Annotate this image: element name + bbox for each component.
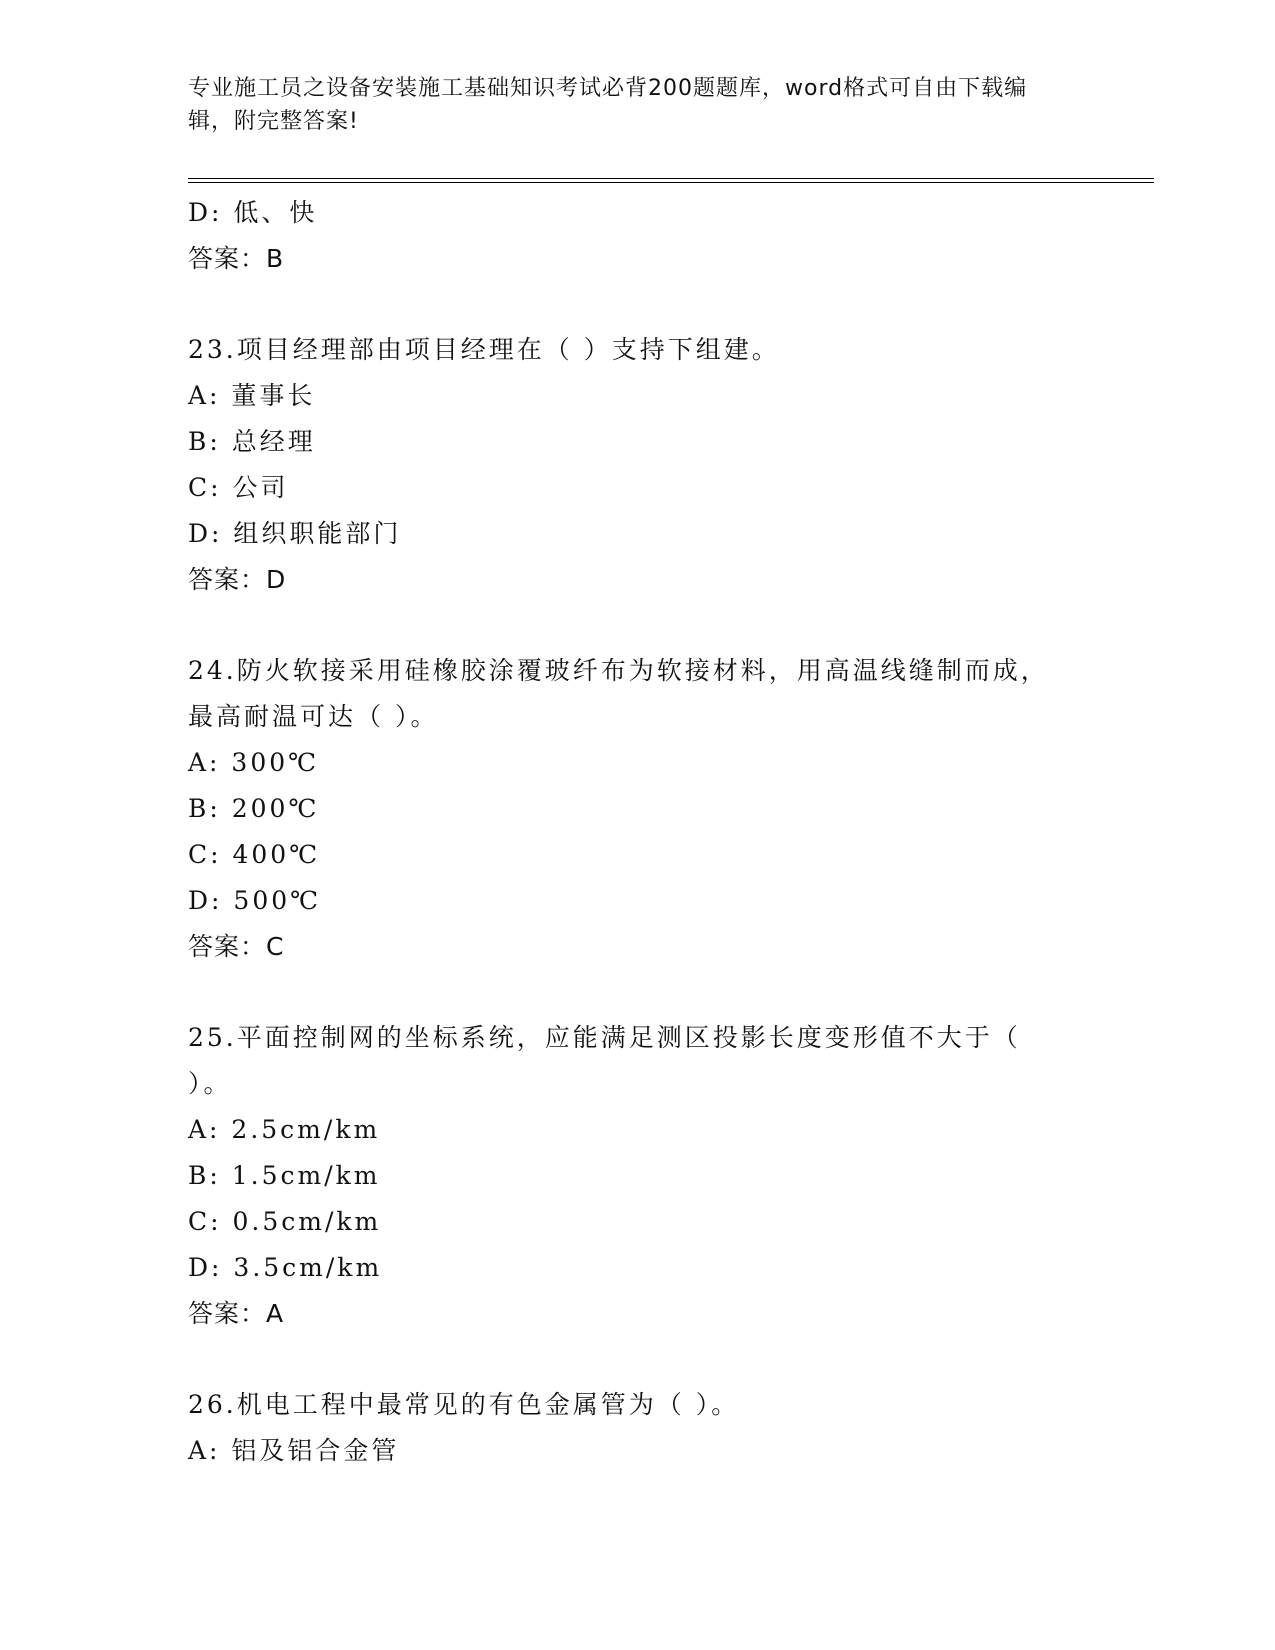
prev-option-d: D: 低、快 — [188, 198, 318, 227]
option-a: A: 300℃ — [188, 748, 320, 777]
option-d: D: 3.5cm/km — [188, 1253, 383, 1282]
question-26 — [188, 1382, 1068, 1474]
answer: 答案：C — [188, 932, 285, 961]
spacer — [188, 1337, 1068, 1382]
answer: 答案：D — [188, 565, 287, 594]
document-header — [188, 72, 1068, 138]
question-stem: 23.项目经理部由项目经理在（ ）支持下组建。 — [188, 335, 780, 364]
option-a: A: 铝及铝合金管 — [188, 1436, 400, 1465]
spacer — [188, 603, 1068, 648]
question-stem-line-1: 25.平面控制网的坐标系统，应能满足测区投影长度变形值不大于（ — [188, 1023, 1021, 1052]
option-b: B: 1.5cm/km — [188, 1161, 381, 1190]
question-24 — [188, 648, 1068, 970]
question-stem-line-1: 24.防火软接采用硅橡胶涂覆玻纤布为软接材料，用高温线缝制而成， — [188, 656, 1049, 685]
question-stem-line-2: ）。 — [188, 1069, 232, 1098]
option-c: C: 0.5cm/km — [188, 1207, 382, 1236]
header-rule-bottom — [188, 182, 1154, 183]
option-b: B: 200℃ — [188, 794, 320, 823]
question-stem-line-2: 最高耐温可达（ ）。 — [188, 702, 439, 731]
question-25 — [188, 1015, 1068, 1337]
option-d: D: 500℃ — [188, 886, 322, 915]
option-c: C: 400℃ — [188, 840, 321, 869]
document-body — [188, 190, 1068, 1474]
question-stem: 26.机电工程中最常见的有色金属管为（ ）。 — [188, 1390, 740, 1419]
spacer — [188, 970, 1068, 1015]
option-b: B: 总经理 — [188, 427, 316, 456]
option-d: D: 组织职能部门 — [188, 519, 402, 548]
option-a: A: 董事长 — [188, 381, 316, 410]
header-title: 专业施工员之设备安装施工基础知识考试必背200题题库，word格式可自由下载编辑，附完整答案! — [188, 76, 1028, 134]
question-23 — [188, 327, 1068, 603]
option-a: A: 2.5cm/km — [188, 1115, 381, 1144]
option-c: C: 公司 — [188, 473, 289, 502]
header-rule-top — [188, 178, 1154, 179]
prev-answer: 答案：B — [188, 244, 285, 273]
answer: 答案：A — [188, 1299, 285, 1328]
spacer — [188, 282, 1068, 327]
